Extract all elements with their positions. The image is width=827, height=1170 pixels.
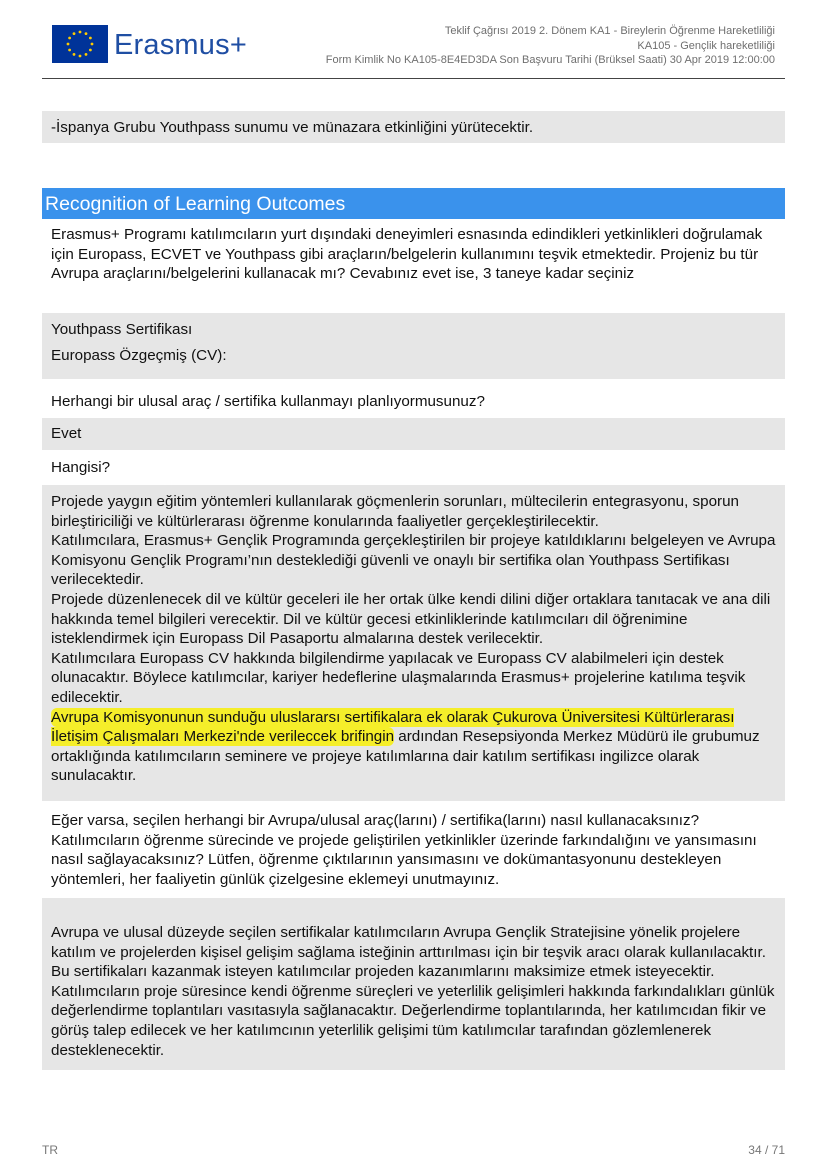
flag-star [79, 55, 82, 58]
answer-paragraph-1: Projede yaygın eğitim yöntemleri kullanılarak göçmenlerin sorunları, mültecilerin entegrasyonu, sporun birleştiriciliği ve kültürlerarası öğrenme konularında faaliyetler gerçekleştirilecektir. [51, 493, 739, 530]
selected-tool-europass-cv: Europass Özgeçmiş (CV): [51, 346, 227, 364]
usage-question [42, 809, 785, 893]
call-info [215, 24, 775, 68]
header-rule [42, 78, 785, 79]
selected-tool-youthpass: Youthpass Sertifikası [51, 321, 193, 338]
selected-tools-box [42, 313, 785, 379]
highlighted-text: Avrupa Komisyonunun sunduğu uluslararsı sertifikalara ek olarak Çukurova Üniversitesi Kültürlerarası İletişim Çalışmaları Merkezi'nde verileccek brifingin [51, 708, 735, 746]
answer-paragraph-2: Katılımcılara, Erasmus+ Gençlik Programında gerçekleştirilen bir projeye katıldıklarını belgeleyen ve Avrupa Komisyonu Gençlik Programı’nın desteklediği güvenli ve onaylı bir sertifika olan Youthpass Sertifikası verilecektedir. [51, 532, 776, 589]
flag-star [73, 32, 76, 35]
intro-paragraph: Erasmus+ Programı katılımcıların yurt dışındaki deneyimleri esnasında edindikleri yetkinlikleri doğrulamak için Europass, ECVET ve Youthpass gibi araçların/belgelerin kullanımını teşvik etmektedir. Projeniz bu tür Avrupa araçlarını/belgelerini kullanacak mı? Cevabınız evet ise, 3 taneye kadar seçiniz [51, 226, 763, 283]
page-header [0, 0, 827, 80]
flag-star [68, 37, 71, 40]
flag-star [67, 43, 70, 46]
form-id: Form Kimlik No KA105-8E4ED3DA Son Başvuru Tarihi (Brüksel Saati) 30 Apr 2019 12:00:00 [325, 54, 775, 66]
usage-answer-box [42, 898, 785, 1070]
flag-star [89, 49, 92, 52]
top-text: -İspanya Grubu Youthpass sunumu ve münazara etkinliğini yürütecektir. [51, 119, 534, 136]
flag-star [91, 43, 94, 46]
flag-star [79, 31, 82, 34]
flag-star [73, 53, 76, 56]
national-question-text: Herhangi bir ulusal araç / sertifika kullanmayı planlıyormusunuz? [51, 393, 485, 410]
top-text-box [42, 111, 785, 143]
intro-text [42, 225, 785, 309]
answer-paragraph-4: Katılımcılara Europass CV hakkında bilgilendirme yapılacak ve Europass CV alabilmeleri için destek olunacaktır. Böylece katılımcılar, kariyer hedeflerine ulaşmalarında Erasmus+ projelerine katılıma teşvik edilecektir. [51, 649, 746, 706]
which-answer-box [42, 485, 785, 801]
flag-star [85, 53, 88, 56]
footer-language: TR [42, 1143, 58, 1157]
national-answer: Evet [51, 425, 82, 442]
logo-text: Erasmus+ [114, 29, 247, 61]
usage-answer: Avrupa ve ulusal düzeyde seçilen sertifikalar katılımcıların Avrupa Gençlik Stratejisine yönelik projelere katılım ve projelerden kişisel gelişim sağlama isteğinin arttırılması için bir teşvik aracı olarak kullanılacaktır. Bu sertifikaları kazanmak isteyen katılımcılar projeden kazanımlarını maksimize etmek isteyecektir. Katılımcıların proje süresince kendi öğrenme süreçleri ve yeterlilik gelişimleri hakkında farkındalıkları günlük değerlendirme toplantıları vasıtasıyla sağlanacaktır. Değerlendirme toplantılarında, her katılımcıdan fikir ve görüş talep edilecek ve her katılımcının yeterlilik gelişimi tüm katılımcılar tarafından gözlemlenerek desteklenecektir. [51, 924, 775, 1059]
which-label-box [42, 452, 785, 482]
flag-star [68, 49, 71, 52]
section-title: Recognition of Learning Outcomes [42, 188, 785, 219]
call-title: Teklif Çağrısı 2019 2. Dönem KA1 - Bireylerin Öğrenme Hareketliliği [444, 25, 775, 37]
paragraph-5-rest: ardından Resepsiyonda Merkez Müdürü ile grubumuz ortaklığında katılımcıların seminere ve projeye katılımlarına dair katılım sertifikası ingilizce olarak sunulacaktır. [51, 728, 760, 785]
answer-paragraph-3: Projede düzenlenecek dil ve kültür geceleri ile her ortak ülke kendi dilini diğer ortaklara tanıtacak ve ana dili hakkında temel bilgileri verecektir. Dil ve kültür gecesi etkinliklerinde katılımcıları dil öğrenimine isteklendirmek için Europass Dil Pasaportu almalarına destek verilecektir. [51, 590, 771, 648]
flag-star [85, 32, 88, 35]
action-type: KA105 - Gençlik hareketliliği [637, 39, 775, 52]
national-answer-box [42, 418, 785, 450]
national-question [42, 386, 785, 416]
flag-star [89, 37, 92, 40]
eu-flag-icon [52, 25, 108, 63]
page-number: 34 / 71 [748, 1143, 785, 1157]
usage-question-text: Eğer varsa, seçilen herhangi bir Avrupa/ulusal araç(larını) / sertifika(larını) nasıl kullanacaksınız? Katılımcıların öğrenme sürecinde ve projede geliştirilen yetkinlikler üzerinde farkındalığını ve yansımasını nasıl sağlayacaksınız? Lütfen, öğrenme çıktılarının yansımasını ve dokümantasyonunu destekleyen yöntemleri, her faaliyetin günlük çizelgesine eklemeyi unutmayınız. [51, 812, 757, 888]
erasmus-logo [52, 25, 247, 65]
which-label: Hangisi? [51, 459, 111, 476]
answer-paragraph-5 [51, 708, 776, 786]
